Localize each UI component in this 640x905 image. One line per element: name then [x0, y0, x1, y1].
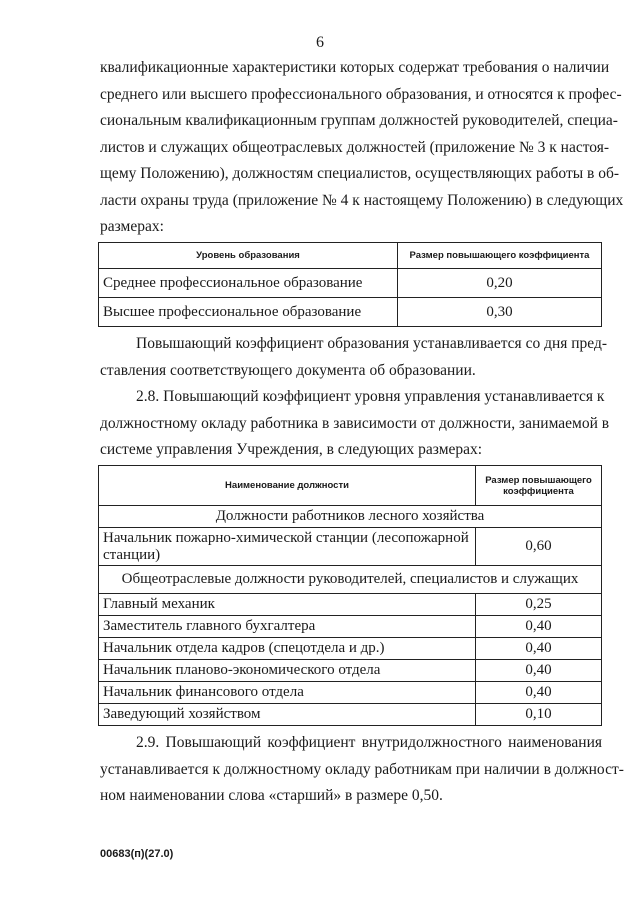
table-row — [99, 269, 602, 298]
text-line: 2.9. Повышающий коэффициент внутридолжностного наименования — [136, 734, 602, 751]
text-line: квалификационные характеристики которых содержат требования о наличии — [100, 59, 610, 76]
column-header: Уровень образования — [99, 243, 398, 269]
table-row — [99, 704, 602, 726]
coefficient-value: 0,40 — [476, 616, 602, 638]
table-row — [99, 298, 602, 327]
coefficient-value: 0,30 — [398, 298, 602, 327]
coefficient-value: 0,40 — [476, 660, 602, 682]
column-header: Наименование должности — [99, 466, 476, 506]
coefficient-value: 0,60 — [476, 528, 602, 566]
text-line: щему Положению), должностям специалистов, осуществляющих работы в об- — [100, 165, 620, 182]
education-level: Среднее профессиональное образование — [99, 269, 398, 298]
text-line: устанавливается к должностному окладу работникам при наличии в должност- — [100, 760, 624, 778]
table-row — [99, 616, 602, 638]
text-line: должностному окладу работника в зависимости от должности, занимаемой в — [100, 414, 610, 432]
table-row — [99, 682, 602, 704]
coefficient-value: 0,25 — [476, 594, 602, 616]
document-code: 00683(п)(27.0) — [100, 848, 174, 860]
text-line: размерах: — [100, 218, 164, 235]
section-title: Общеотраслевые должности руководителей, специалистов и служащих — [99, 566, 602, 594]
coefficient-value: 0,40 — [476, 638, 602, 660]
text-line: 2.8. Повышающий коэффициент уровня управления устанавливается к — [136, 388, 605, 405]
text-line: сиональным квалификационным группам должностей руководителей, специа- — [100, 112, 618, 129]
position-name: Начальник финансового отдела — [99, 682, 476, 704]
position-name: Начальник отдела кадров (спецотдела и др.) — [99, 638, 476, 660]
section-title: Должности работников лесного хозяйства — [99, 506, 602, 528]
paragraph-intro — [100, 55, 624, 241]
table-section-row — [99, 566, 602, 594]
coefficient-value: 0,10 — [476, 704, 602, 726]
position-name: Начальник пожарно-химической станции (лесопожарной станции) — [99, 528, 476, 566]
column-header: Размер повышающего коэффициента — [398, 243, 602, 269]
paragraph-education-note — [100, 331, 608, 384]
text-line: системе управления Учреждения, в следующих размерах: — [100, 441, 483, 458]
table-row — [99, 638, 602, 660]
text-line: ставления соответствующего документа об образовании. — [100, 361, 476, 379]
table-row — [99, 528, 602, 566]
coefficient-value: 0,40 — [476, 682, 602, 704]
column-header: Размер повышающего коэффициента — [476, 466, 602, 506]
text-line: Повышающий коэффициент образования устанавливается со дня пред- — [136, 335, 608, 352]
text-line: ном наименовании слова «старший» в размере 0,50. — [100, 787, 443, 804]
education-level: Высшее профессиональное образование — [99, 298, 398, 327]
position-name: Заведующий хозяйством — [99, 704, 476, 726]
table-row — [99, 594, 602, 616]
text-line: листов и служащих общеотраслевых должностей (приложение № 3 к настоя- — [100, 138, 610, 156]
table-row — [99, 660, 602, 682]
paragraph-2-9 — [100, 730, 624, 810]
position-name: Заместитель главного бухгалтера — [99, 616, 476, 638]
position-name: Начальник планово-экономического отдела — [99, 660, 476, 682]
page-number: 6 — [316, 34, 324, 51]
text-line: среднего или высшего профессионального образования, и относятся к профес- — [100, 85, 622, 103]
table-section-row — [99, 506, 602, 528]
text-line: ласти охраны труда (приложение № 4 к настоящему Положению) в следующих — [100, 191, 624, 209]
education-coefficient-table — [98, 242, 602, 327]
coefficient-value: 0,20 — [398, 269, 602, 298]
paragraph-2-8 — [100, 384, 610, 464]
position-name: Главный механик — [99, 594, 476, 616]
management-coefficient-table — [98, 465, 602, 726]
